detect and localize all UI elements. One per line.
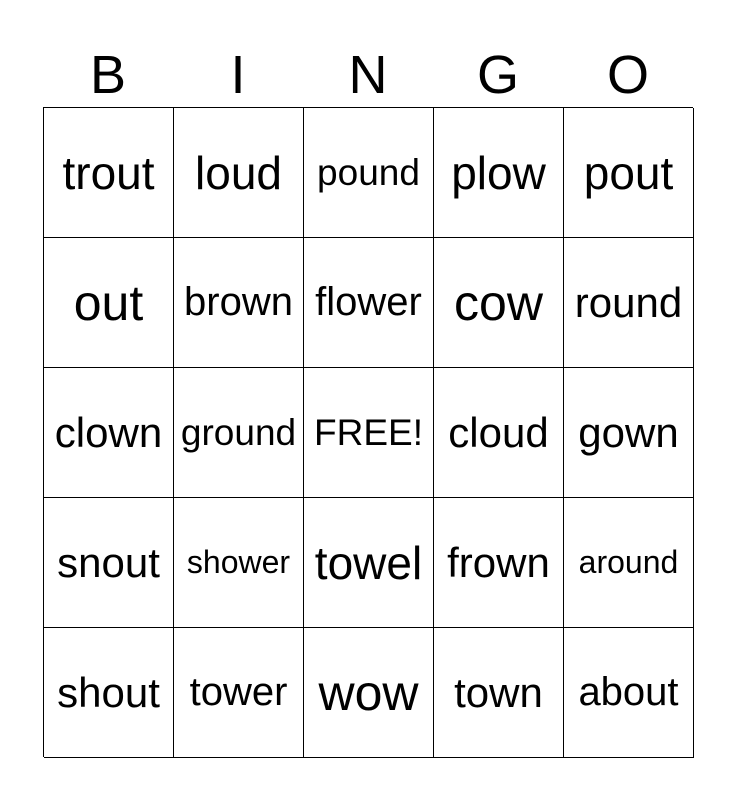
- bingo-cell[interactable]: [434, 498, 564, 628]
- bingo-cell[interactable]: [564, 498, 694, 628]
- bingo-cell[interactable]: [174, 368, 304, 498]
- bingo-cell[interactable]: [564, 628, 694, 758]
- cell-word: trout: [62, 146, 155, 199]
- header-letter-i: I: [230, 45, 246, 105]
- cell-word: loud: [195, 146, 282, 199]
- cell-word: ground: [180, 411, 297, 453]
- cell-word: snout: [57, 538, 160, 586]
- bingo-cell[interactable]: [174, 498, 304, 628]
- cell-word: shout: [57, 668, 160, 716]
- bingo-cell[interactable]: [304, 238, 434, 368]
- bingo-cell[interactable]: [44, 108, 174, 238]
- free-space-cell[interactable]: [304, 368, 434, 498]
- bingo-header: [43, 44, 693, 106]
- bingo-card-grid: [43, 107, 693, 757]
- cell-word: cloud: [448, 408, 549, 456]
- cell-word: wow: [318, 664, 419, 721]
- bingo-cell[interactable]: [434, 628, 564, 758]
- bingo-cell[interactable]: [434, 238, 564, 368]
- bingo-cell[interactable]: [174, 238, 304, 368]
- header-letter-b: B: [89, 45, 127, 105]
- header-letter-n: N: [348, 45, 388, 105]
- bingo-cell[interactable]: [564, 108, 694, 238]
- cell-word: out: [73, 274, 144, 331]
- cell-word: shower: [186, 544, 291, 580]
- cell-word: around: [578, 544, 679, 580]
- bingo-cell[interactable]: [434, 368, 564, 498]
- bingo-cell[interactable]: [44, 628, 174, 758]
- bingo-cell[interactable]: [44, 498, 174, 628]
- cell-word: tower: [189, 670, 288, 714]
- header-letter-o: O: [606, 45, 649, 105]
- cell-word: clown: [54, 408, 163, 456]
- cell-word: plow: [451, 146, 546, 199]
- bingo-cell[interactable]: [304, 498, 434, 628]
- cell-word: about: [578, 670, 679, 714]
- cell-word: brown: [184, 280, 293, 324]
- header-letter-g: G: [476, 45, 519, 105]
- cell-word: flower: [315, 280, 422, 324]
- bingo-cell[interactable]: [174, 628, 304, 758]
- bingo-cell[interactable]: [564, 238, 694, 368]
- cell-word: round: [574, 278, 683, 326]
- bingo-cell[interactable]: [304, 628, 434, 758]
- bingo-cell[interactable]: [564, 368, 694, 498]
- bingo-cell[interactable]: [174, 108, 304, 238]
- cell-word: gown: [578, 408, 679, 456]
- cell-word: towel: [314, 536, 423, 589]
- free-space-label: FREE!: [314, 411, 423, 453]
- cell-word: town: [454, 668, 543, 716]
- cell-word: cow: [454, 274, 543, 331]
- bingo-cell[interactable]: [434, 108, 564, 238]
- cell-word: pout: [583, 146, 674, 199]
- cell-word: frown: [447, 538, 550, 586]
- bingo-cell[interactable]: [304, 108, 434, 238]
- bingo-cell[interactable]: [44, 368, 174, 498]
- bingo-cell[interactable]: [44, 238, 174, 368]
- cell-word: pound: [317, 151, 420, 193]
